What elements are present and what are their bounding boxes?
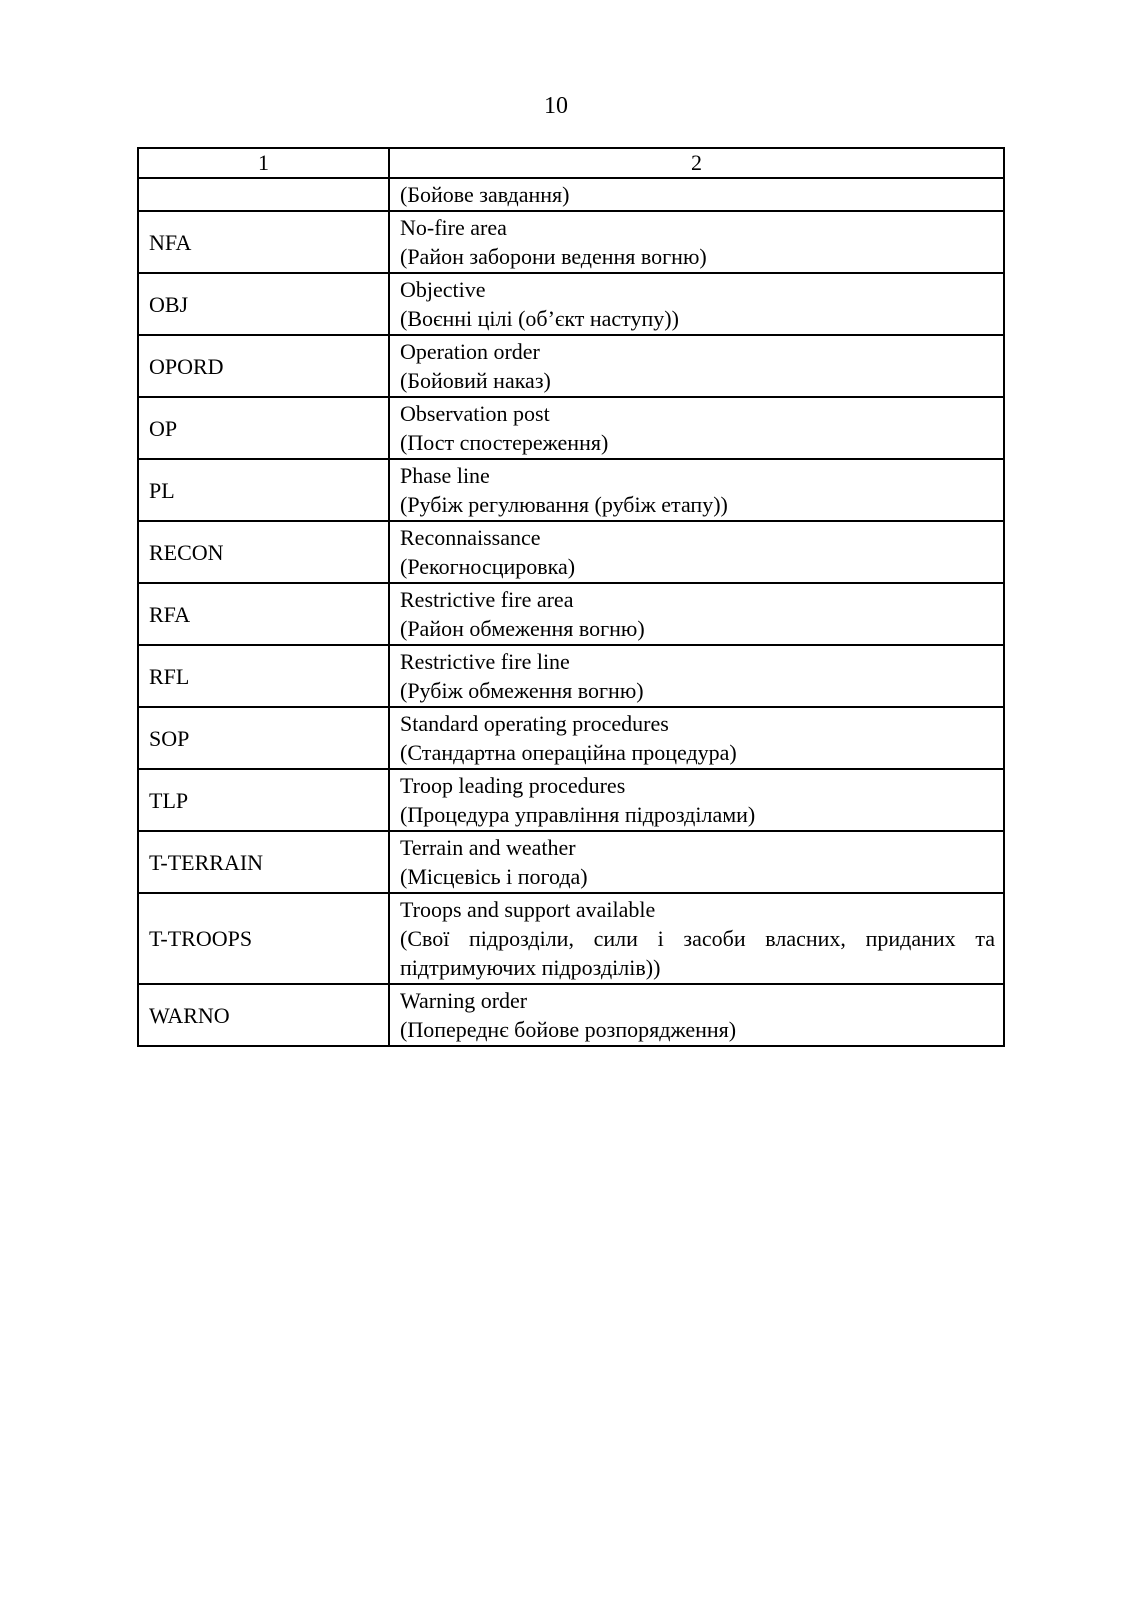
table-row bbox=[138, 397, 1004, 459]
table-row bbox=[138, 984, 1004, 1046]
table-row bbox=[138, 273, 1004, 335]
page-number: 10 bbox=[544, 93, 568, 119]
definition-ua: (Бойовий наказ) bbox=[400, 368, 551, 393]
table-row bbox=[138, 521, 1004, 583]
abbr-cell: RECON bbox=[138, 521, 389, 583]
definition-cell bbox=[389, 583, 1004, 645]
definition-ua: (Бойове завдання) bbox=[400, 182, 570, 207]
abbr-cell: OPORD bbox=[138, 335, 389, 397]
header-cell-col2: 2 bbox=[389, 148, 1004, 178]
definition-ua: (Місцевісь і погода) bbox=[400, 864, 588, 889]
definition-cell bbox=[389, 211, 1004, 273]
table-row bbox=[138, 178, 1004, 211]
abbr-cell: RFA bbox=[138, 583, 389, 645]
definition-cell bbox=[389, 397, 1004, 459]
table-row bbox=[138, 583, 1004, 645]
definition-ua: (Рекогносцировка) bbox=[400, 554, 576, 579]
abbr-cell: OP bbox=[138, 397, 389, 459]
definition-ua: (Воєнні цілі (об’єкт наступу)) bbox=[400, 306, 679, 331]
abbr-cell: T-TROOPS bbox=[138, 893, 389, 984]
definition-ua: (Свої підрозділи, сили і засоби власних, приданих та підтримуючих підрозділів)) bbox=[400, 926, 995, 980]
definition-ua: (Район обмеження вогню) bbox=[400, 616, 645, 641]
definition-cell bbox=[389, 178, 1004, 211]
table-header-row bbox=[138, 148, 1004, 178]
definition-en: Reconnaissance bbox=[400, 525, 541, 550]
definition-cell bbox=[389, 459, 1004, 521]
definition-cell bbox=[389, 335, 1004, 397]
header-cell-col1: 1 bbox=[138, 148, 389, 178]
abbr-cell: NFA bbox=[138, 211, 389, 273]
definition-en: Restrictive fire line bbox=[400, 649, 570, 674]
definition-cell bbox=[389, 769, 1004, 831]
definition-ua: (Процедура управління підрозділами) bbox=[400, 802, 756, 827]
abbr-cell: PL bbox=[138, 459, 389, 521]
definition-ua: (Пост спостереження) bbox=[400, 430, 609, 455]
table-row bbox=[138, 335, 1004, 397]
definition-cell bbox=[389, 893, 1004, 984]
definition-cell bbox=[389, 521, 1004, 583]
abbr-cell bbox=[138, 178, 389, 211]
definition-ua: (Рубіж обмеження вогню) bbox=[400, 678, 644, 703]
definition-en: Objective bbox=[400, 277, 486, 302]
definition-cell bbox=[389, 984, 1004, 1046]
definition-ua: (Стандартна операційна процедура) bbox=[400, 740, 737, 765]
definition-cell bbox=[389, 273, 1004, 335]
abbr-cell: RFL bbox=[138, 645, 389, 707]
definition-cell bbox=[389, 645, 1004, 707]
definition-en: Warning order bbox=[400, 988, 528, 1013]
definition-ua: (Район заборони ведення вогню) bbox=[400, 244, 707, 269]
definition-en: Troop leading procedures bbox=[400, 773, 626, 798]
table-row bbox=[138, 645, 1004, 707]
definition-ua: (Попереднє бойове розпорядження) bbox=[400, 1017, 737, 1042]
definition-en: Terrain and weather bbox=[400, 835, 576, 860]
definition-en: Operation order bbox=[400, 339, 540, 364]
definition-ua: (Рубіж регулювання (рубіж етапу)) bbox=[400, 492, 728, 517]
definition-en: Troops and support available bbox=[400, 897, 656, 922]
definition-en: Observation post bbox=[400, 401, 550, 426]
definition-cell bbox=[389, 831, 1004, 893]
definition-en: No-fire area bbox=[400, 215, 507, 240]
definition-cell bbox=[389, 707, 1004, 769]
abbr-cell: OBJ bbox=[138, 273, 389, 335]
table-row bbox=[138, 459, 1004, 521]
abbr-cell: SOP bbox=[138, 707, 389, 769]
table-row bbox=[138, 831, 1004, 893]
definition-en: Restrictive fire area bbox=[400, 587, 574, 612]
definition-en: Phase line bbox=[400, 463, 490, 488]
table-row bbox=[138, 893, 1004, 984]
definition-en: Standard operating procedures bbox=[400, 711, 669, 736]
abbr-cell: T-TERRAIN bbox=[138, 831, 389, 893]
table-row bbox=[138, 769, 1004, 831]
table-row bbox=[138, 211, 1004, 273]
abbr-cell: WARNO bbox=[138, 984, 389, 1046]
abbreviation-table bbox=[137, 147, 1005, 1047]
table-row bbox=[138, 707, 1004, 769]
abbr-cell: TLP bbox=[138, 769, 389, 831]
